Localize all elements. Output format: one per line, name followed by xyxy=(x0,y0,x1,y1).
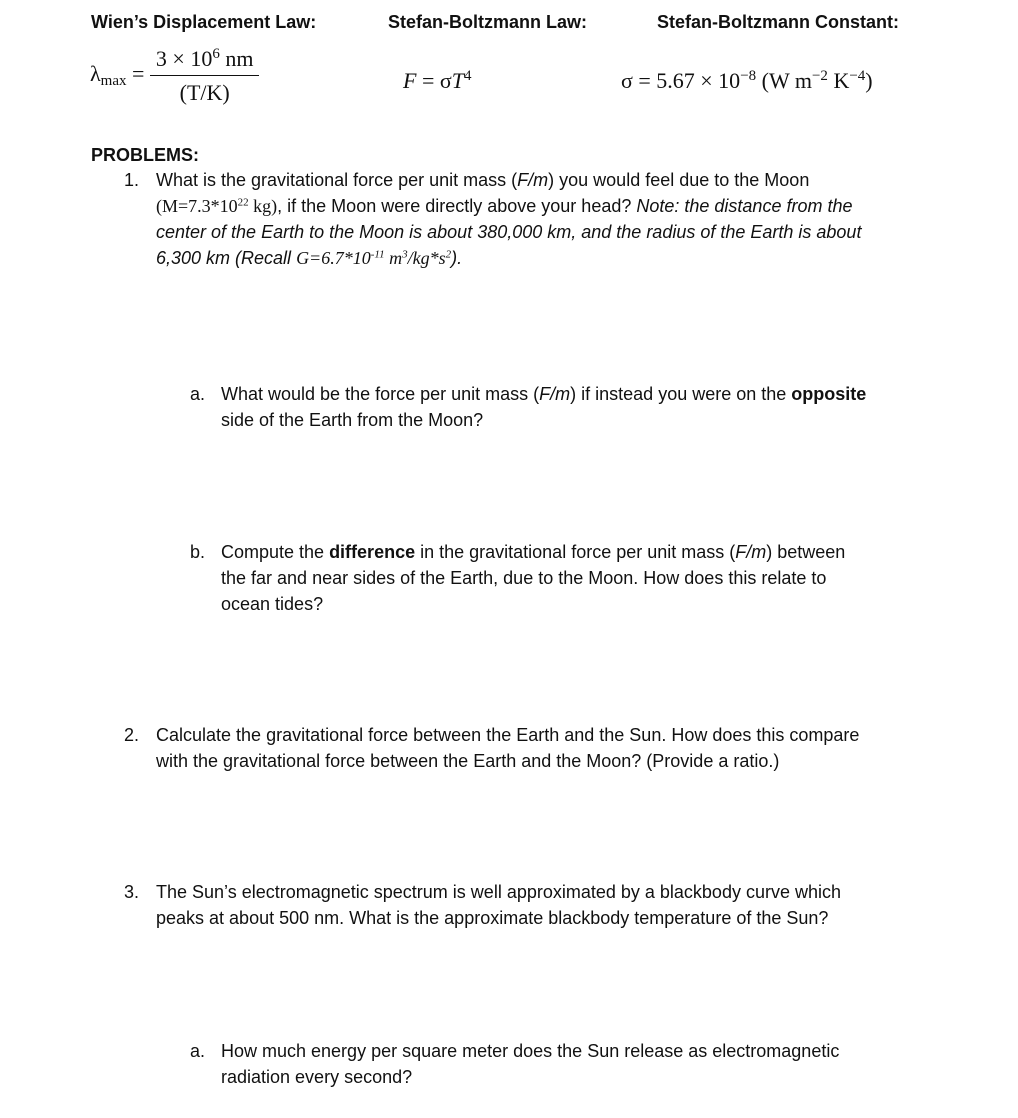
problem-3a-label: a. xyxy=(190,1041,206,1061)
problem-1-number: 1. xyxy=(124,170,140,190)
wien-fraction: $\frac{3 \times 10^6 nm}{(T/K)}$ xyxy=(150,46,260,106)
problem-3-text: The Sun’s electromagnetic spectrum is well approximated by a blackbody curve which peaks at about 500 nm. What is the approximate blackbody temperature of the Sun? xyxy=(156,882,841,928)
problem-2-text: Calculate the gravitational force between the Earth and the Sun. How does this compare with the gravitational force between the Earth and the Moon? (Provide a ratio.) xyxy=(156,725,860,771)
problem-1b-text: Compute the difference in the gravitational force per unit mass (F/m) between the far and near sides of the Earth, due to the Moon. How does this relate to ocean tides? xyxy=(221,542,846,614)
wien-formula: $\lambda_{max}$ = $\frac{3 \times 10^6 nm}{(T/K)}$ xyxy=(90,46,259,106)
problem-1a-text: What would be the force per unit mass (F/m) if instead you were on the opposite side of the Earth from the Moon? xyxy=(221,384,867,430)
problem-2-number: 2. xyxy=(124,725,140,745)
wien-law-title: Wien’s Displacement Law: xyxy=(91,12,317,32)
problem-1-text: What is the gravitational force per unit mass (F/m) you would feel due to the Moon ($M=7.3*10^{22}$ kg), if the Moon were directly above your head? Note: the distance from the center of the Earth to the Moon is about 380,000 km, and the radius of the Earth is about 6,300 km (Recall $G=6.7*10^{-11}$ $m^3/kg*s^2$). xyxy=(156,170,862,268)
problems-heading: PROBLEMS: xyxy=(91,145,199,165)
problem-3-number: 3. xyxy=(124,882,140,902)
stefan-boltzmann-constant-title: Stefan-Boltzmann Constant: xyxy=(657,12,899,32)
problem-1a-label: a. xyxy=(190,384,206,404)
stefan-boltzmann-law-title: Stefan-Boltzmann Law: xyxy=(388,12,588,32)
problem-3a-text: How much energy per square meter does the Sun release as electromagnetic radiation every second? xyxy=(221,1041,840,1087)
stefan-boltzmann-constant-formula: $\sigma = 5.67 \times 10^{-8}$ (W $m^{-2}$ $K^{-4}$) xyxy=(621,67,873,93)
stefan-boltzmann-formula: $F = \sigma T^4$ xyxy=(403,67,472,93)
problem-1b-label: b. xyxy=(190,542,206,562)
